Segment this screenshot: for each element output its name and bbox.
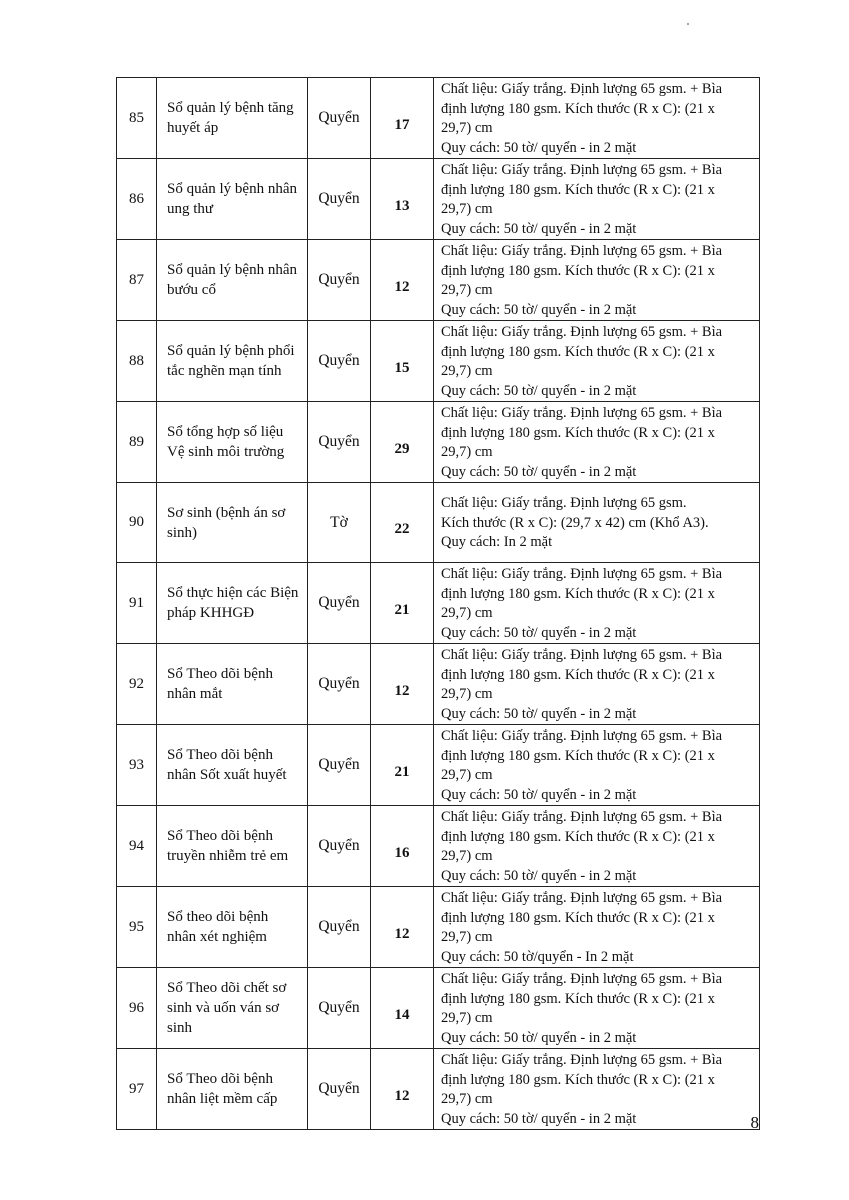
unit-cell: Quyển [308,725,371,806]
item-name-cell: Sổ Theo dõi bệnh truyền nhiễm trẻ em [157,806,308,887]
specification-line: định lượng 180 gsm. Kích thước (R x C): (21 x [441,828,715,845]
item-name-cell: Sổ quản lý bệnh nhân ung thư [157,159,308,240]
specification-line: 29,7) cm [441,444,493,460]
specification-cell [434,806,760,887]
table-row [117,968,760,1049]
row-number-cell: 91 [117,563,157,644]
table-row [117,402,760,483]
table-row [117,159,760,240]
specification-line: Quy cách: 50 tờ/ quyển - in 2 mặt [441,463,637,480]
unit-cell: Quyển [308,887,371,968]
specification-line: định lượng 180 gsm. Kích thước (R x C): (21 x [441,990,715,1007]
quantity-cell: 17 [371,78,434,159]
unit-cell: Quyển [308,321,371,402]
unit-cell: Quyển [308,806,371,887]
specification-line: Chất liệu: Giấy trắng. Định lượng 65 gsm. + Bìa [441,566,723,582]
item-name-cell: Sổ tổng hợp số liệu Vệ sinh môi trường [157,402,308,483]
specification-line: định lượng 180 gsm. Kích thước (R x C): (21 x [441,909,715,926]
specification-line: định lượng 180 gsm. Kích thước (R x C): (21 x [441,343,715,360]
row-number-cell: 97 [117,1049,157,1130]
item-name-cell: Sổ quản lý bệnh phổi tắc nghẽn mạn tính [157,321,308,402]
specification-line: Chất liệu: Giấy trắng. Định lượng 65 gsm. + Bìa [441,890,723,906]
specification-line: Chất liệu: Giấy trắng. Định lượng 65 gsm. [441,495,687,512]
page-number: 8 [750,1113,759,1132]
unit-cell: Quyển [308,159,371,240]
specification-line: Kích thước (R x C): (29,7 x 42) cm (Khổ A3). [441,514,709,531]
specification-line: 29,7) cm [441,1010,493,1026]
specification-line: Chất liệu: Giấy trắng. Định lượng 65 gsm. + Bìa [441,971,723,987]
specification-line: Quy cách: 50 tờ/quyển - In 2 mặt [441,948,634,965]
specification-line: định lượng 180 gsm. Kích thước (R x C): (21 x [441,262,715,279]
specification-line: Quy cách: 50 tờ/ quyển - in 2 mặt [441,1029,637,1046]
table-row [117,483,760,563]
row-number-cell: 94 [117,806,157,887]
specification-line: 29,7) cm [441,605,493,621]
unit-cell: Quyển [308,644,371,725]
quantity-cell: 12 [371,644,434,725]
specification-cell [434,240,760,321]
specification-cell [434,321,760,402]
table-row [117,1049,760,1130]
unit-cell: Quyển [308,1049,371,1130]
table-row [117,563,760,644]
specification-line: Chất liệu: Giấy trắng. Định lượng 65 gsm. + Bìa [441,1052,723,1068]
table-row [117,321,760,402]
specification-line: 29,7) cm [441,363,493,379]
specification-line: Chất liệu: Giấy trắng. Định lượng 65 gsm. + Bìa [441,728,723,744]
specification-line: Chất liệu: Giấy trắng. Định lượng 65 gsm. + Bìa [441,324,723,340]
quantity-cell: 15 [371,321,434,402]
item-name-cell: Sổ theo dõi bệnh nhân xét nghiệm [157,887,308,968]
specification-line: Chất liệu: Giấy trắng. Định lượng 65 gsm. + Bìa [441,81,723,97]
table-row [117,725,760,806]
specification-line: định lượng 180 gsm. Kích thước (R x C): (21 x [441,100,715,117]
specification-line: định lượng 180 gsm. Kích thước (R x C): (21 x [441,585,715,602]
specification-cell [434,563,760,644]
specification-cell [434,968,760,1049]
supply-items-table [116,77,760,1130]
item-name-cell: Sổ thực hiện các Biện pháp KHHGĐ [157,563,308,644]
specification-line: 29,7) cm [441,929,493,945]
item-name-cell: Sổ Theo dõi bệnh nhân mắt [157,644,308,725]
specification-cell [434,483,760,563]
quantity-cell: 16 [371,806,434,887]
row-number-cell: 92 [117,644,157,725]
specification-line: Chất liệu: Giấy trắng. Định lượng 65 gsm. + Bìa [441,243,723,259]
row-number-cell: 96 [117,968,157,1049]
specification-cell [434,159,760,240]
specification-line: Quy cách: 50 tờ/ quyển - in 2 mặt [441,786,637,803]
item-name-cell: Sổ Theo dõi bệnh nhân liệt mềm cấp [157,1049,308,1130]
quantity-cell: 21 [371,563,434,644]
specification-line: Chất liệu: Giấy trắng. Định lượng 65 gsm. + Bìa [441,162,723,178]
specification-cell [434,78,760,159]
quantity-cell: 29 [371,402,434,483]
row-number-cell: 87 [117,240,157,321]
unit-cell: Quyển [308,968,371,1049]
specification-line: 29,7) cm [441,282,493,298]
unit-cell: Quyển [308,240,371,321]
specification-cell [434,644,760,725]
quantity-cell: 12 [371,887,434,968]
row-number-cell: 86 [117,159,157,240]
table-row [117,78,760,159]
table-row [117,887,760,968]
item-name-cell: Sơ sinh (bệnh án sơ sinh) [157,483,308,563]
specification-line: Quy cách: 50 tờ/ quyển - in 2 mặt [441,139,637,156]
specification-cell [434,887,760,968]
specification-line: Quy cách: 50 tờ/ quyển - in 2 mặt [441,705,637,722]
unit-cell: Quyển [308,402,371,483]
specification-line: Chất liệu: Giấy trắng. Định lượng 65 gsm. + Bìa [441,405,723,421]
row-number-cell: 90 [117,483,157,563]
specification-cell [434,1049,760,1130]
specification-line: 29,7) cm [441,120,493,136]
specification-line: định lượng 180 gsm. Kích thước (R x C): (21 x [441,1071,715,1088]
item-name-cell: Sổ quản lý bệnh nhân bướu cổ [157,240,308,321]
item-name-cell: Sổ quản lý bệnh tăng huyết áp [157,78,308,159]
specification-line: Chất liệu: Giấy trắng. Định lượng 65 gsm. + Bìa [441,809,723,825]
unit-cell: Tờ [308,483,371,563]
specification-cell [434,725,760,806]
quantity-cell: 22 [371,483,434,563]
row-number-cell: 88 [117,321,157,402]
specification-line: 29,7) cm [441,848,493,864]
specification-line: Quy cách: 50 tờ/ quyển - in 2 mặt [441,220,637,237]
specification-line: Quy cách: 50 tờ/ quyển - in 2 mặt [441,867,637,884]
specification-cell [434,402,760,483]
specification-line: định lượng 180 gsm. Kích thước (R x C): (21 x [441,666,715,683]
specification-line: 29,7) cm [441,686,493,702]
row-number-cell: 85 [117,78,157,159]
row-number-cell: 93 [117,725,157,806]
item-name-cell: Sổ Theo dõi bệnh nhân Sốt xuất huyết [157,725,308,806]
quantity-cell: 21 [371,725,434,806]
specification-line: Quy cách: 50 tờ/ quyển - in 2 mặt [441,624,637,641]
specification-line: định lượng 180 gsm. Kích thước (R x C): (21 x [441,424,715,441]
specification-line: 29,7) cm [441,767,493,783]
table-row [117,240,760,321]
unit-cell: Quyển [308,78,371,159]
specification-line: 29,7) cm [441,201,493,217]
unit-cell: Quyển [308,563,371,644]
row-number-cell: 95 [117,887,157,968]
quantity-cell: 13 [371,159,434,240]
quantity-cell: 12 [371,1049,434,1130]
item-name-cell: Sổ Theo dõi chết sơ sinh và uốn ván sơ sinh [157,968,308,1049]
quantity-cell: 12 [371,240,434,321]
specification-line: định lượng 180 gsm. Kích thước (R x C): (21 x [441,181,715,198]
quantity-cell: 14 [371,968,434,1049]
specification-line: 29,7) cm [441,1091,493,1107]
specification-line: Chất liệu: Giấy trắng. Định lượng 65 gsm. + Bìa [441,647,723,663]
specification-line: Quy cách: 50 tờ/ quyển - in 2 mặt [441,1110,637,1127]
table-row [117,644,760,725]
table-body [117,78,760,1130]
scan-speck [687,23,689,25]
specification-line: Quy cách: 50 tờ/ quyển - in 2 mặt [441,301,637,318]
row-number-cell: 89 [117,402,157,483]
table-row [117,806,760,887]
specification-line: Quy cách: In 2 mặt [441,534,553,551]
specification-line: định lượng 180 gsm. Kích thước (R x C): (21 x [441,747,715,764]
specification-line: Quy cách: 50 tờ/ quyển - in 2 mặt [441,382,637,399]
